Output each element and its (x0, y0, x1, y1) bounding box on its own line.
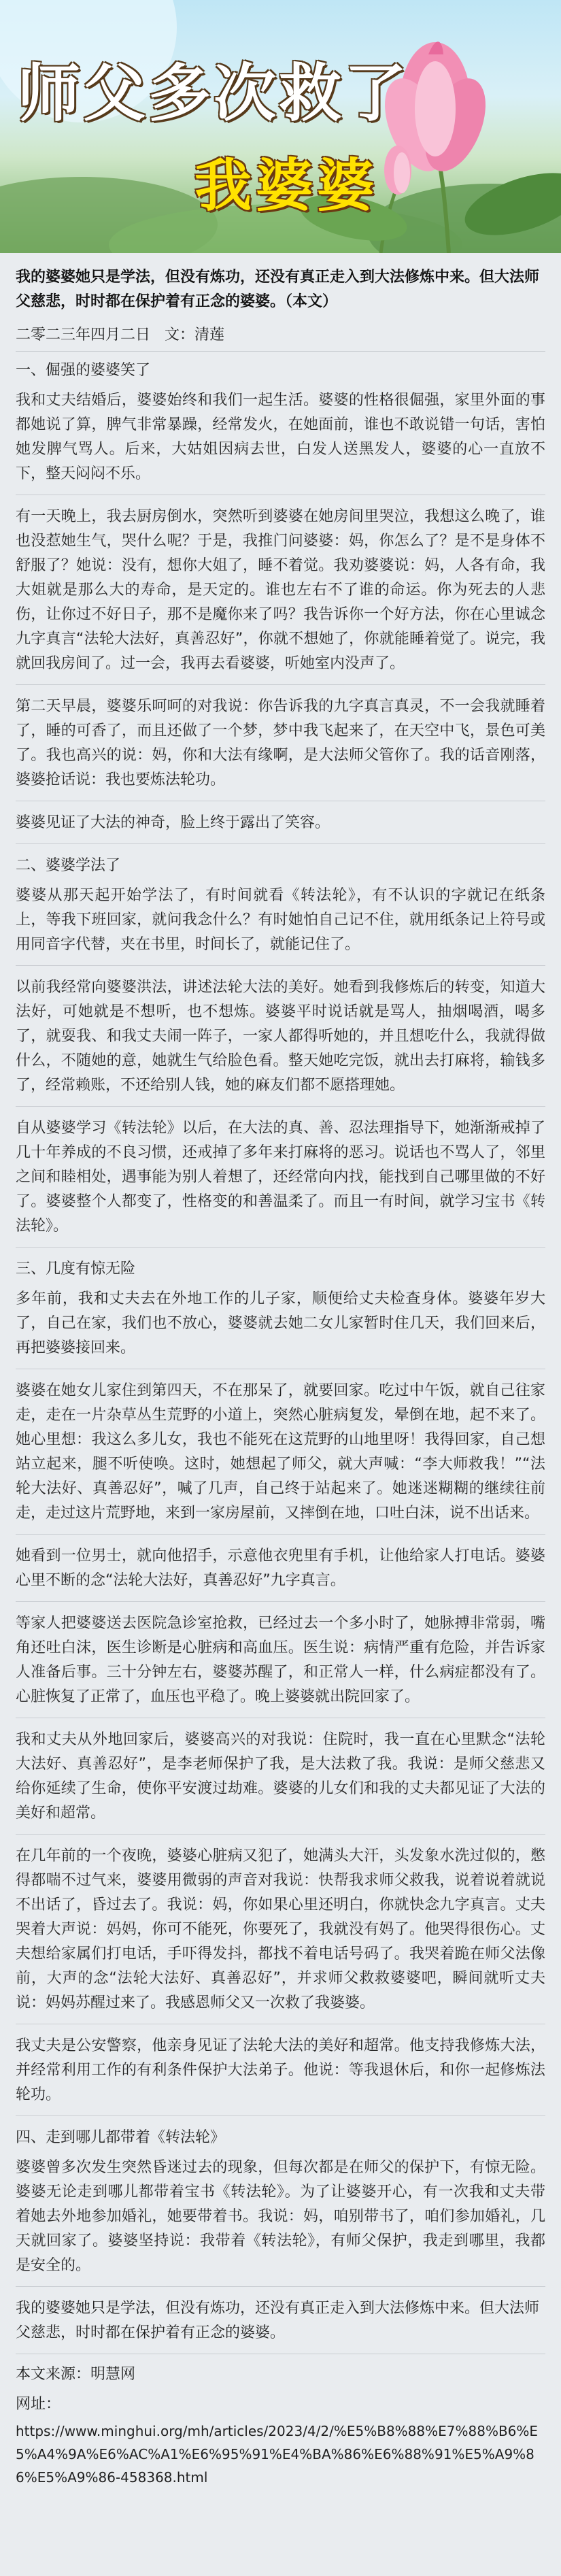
source-url-link[interactable]: https://www.minghui.org/mh/articles/2023/4/2/%E5%B8%88%E7%88%B6%E5%A4%9A%E6%AC%A1%E6%95%91%E4%BA%86%E6%88%91%E5%A9%86%E5%A9%86-458368.html (16, 2423, 539, 2486)
banner-title: 师父多次救了 (18, 57, 410, 130)
paragraph: 多年前，我和丈夫去在外地工作的儿子家，顺便给丈夫检查身体。婆婆年岁大了，自己在家，我们也不放心，婆婆就去她二女儿家暂时住几天，我们回来后，再把婆婆接回来。 (16, 1287, 545, 1369)
url-label: 网址： (16, 2396, 61, 2413)
section-heading: 四、走到哪儿都带着《转法轮》 (16, 2129, 226, 2146)
paragraph: 我和丈夫从外地回家后，婆婆高兴的对我说：住院时，我一直在心里默念“法轮大法好、真善忍好”，是李老师保护了我，是大法救了我。我说：是师父慈悲又给你延续了生命，使你平安渡过劫难。婆婆的儿女们和我的丈夫都见证了大法的美好和超常。 (16, 1728, 545, 1835)
paragraph: 婆婆从那天起开始学法了，有时间就看《转法轮》，有不认识的字就记在纸条上，等我下班回家，就问我念什么？有时她怕自己记不住，就用纸条记上符号或用同音字代替，夹在书里，时间长了，就能记住了。 (16, 884, 545, 966)
paragraph: 婆婆曾多次发生突然昏迷过去的现象，但每次都是在师父的保护下，有惊无险。婆婆无论走到哪儿都带着宝书《转法轮》。为了让婆婆开心，有一次我和丈夫带着她去外地参加婚礼，她要带着书。我说：妈，咱别带书了，咱们参加婚礼，几天就回家了。婆婆坚持说：我带着《转法轮》，有师父保护，我走到哪里，我都是安全的。 (16, 2156, 545, 2287)
banner-subtitle: 我婆婆 (194, 152, 379, 219)
paragraph: 她看到一位男士，就向他招手，示意他衣兜里有手机，让他给家人打电话。婆婆心里不断的念“法轮大法好，真善忍好”九字真言。 (16, 1544, 545, 1602)
paragraph: 以前我经常向婆婆洪法，讲述法轮大法的美好。她看到我修炼后的转变，知道大法好，可她就是不想听，也不想炼。婆婆平时说话就是骂人，抽烟喝酒，喝多了，就耍我、和我丈夫闹一阵子，一家人都得听她的，并且想吃什么，我就得做什么，不随她的意，她就生气给脸色看。整天她吃完饭，就出去打麻将，输钱多了，经常赖账，不还给别人钱，她的麻友们都不愿搭理她。 (16, 975, 545, 1107)
hero-banner (0, 0, 561, 253)
section-heading: 二、婆婆学法了 (16, 857, 121, 874)
publish-date: 二零二三年四月二日 (16, 327, 151, 344)
paragraph: 等家人把婆婆送去医院急诊室抢救，已经过去一个多小时了，她脉搏非常弱，嘴角还吐白沫，医生诊断是心脏病和高血压。医生说：病情严重有危险，并告诉家人准备后事。三十分钟左右，婆婆苏醒了，和正常人一样，什么病症都没有了。心脏恢复了正常了，血压也平稳了。晚上婆婆就出院回家了。 (16, 1611, 545, 1718)
article-meta (16, 324, 545, 352)
paragraph: 我丈夫是公安警察，他亲身见证了法轮大法的美好和超常。他支持我修炼大法，并经常利用工作的有利条件保护大法弟子。他说：等我退休后，和你一起修炼法轮功。 (16, 2034, 545, 2116)
source-label: 本文来源：明慧网 (16, 2366, 136, 2383)
section-heading: 一、倔强的婆婆笑了 (16, 362, 151, 379)
author: 文：清莲 (165, 327, 225, 344)
paragraph: 自从婆婆学习《转法轮》以后，在大法的真、善、忍法理指导下，她渐渐戒掉了几十年养成的不良习惯，还戒掉了多年来打麻将的恶习。说话也不骂人了，邻里之间和睦相处，遇事能为别人着想了，还经常向内找，能找到自己哪里做的不好了。婆婆整个人都变了，性格变的和善温柔了。而且一有时间，就学习宝书《转法轮》。 (16, 1116, 545, 1248)
intro-summary: 我的婆婆她只是学法，但没有炼功，还没有真正走入到大法修炼中来。但大法师父慈悲，时时都在保护着有正念的婆婆。（本文） (16, 269, 540, 310)
paragraph: 婆婆在她女儿家住到第四天，不在那呆了，就要回家。吃过中午饭，就自己往家走，走在一片杂草丛生荒野的小道上，突然心脏病复发，晕倒在地，起不来了。她心里想：我这么多儿女，我也不能死在这荒野的山地里呀！我得回家，自己想站立起来，腿不听使唤。这时，她想起了师父，就大声喊：“李大师救我！”“法轮大法好、真善忍好”，喊了几声，自己终于站起来了。她迷迷糊糊的继续往前走，走过这片荒野地，来到一家房屋前，又摔倒在地，口吐白沫，说不出话来。 (16, 1379, 545, 1535)
paragraph: 我和丈夫结婚后，婆婆始终和我们一起生活。婆婆的性格很倔强，家里外面的事都她说了算，脾气非常暴躁，经常发火，在她面前，谁也不敢说错一句话，害怕她发脾气骂人。后来，大姑姐因病去世，白发人送黑发人，婆婆的心一直放不下，整天闷闷不乐。 (16, 388, 545, 495)
paragraph: 第二天早晨，婆婆乐呵呵的对我说：你告诉我的九字真言真灵，不一会我就睡着了，睡的可香了，而且还做了一个梦，梦中我飞起来了，在天空中飞，景色可美了。我也高兴的说：妈，你和大法有缘啊，是大法师父管你了。我的话音刚落，婆婆抢话说：我也要炼法轮功。 (16, 695, 545, 801)
section-heading: 三、几度有惊无险 (16, 1260, 136, 1277)
article-body (0, 253, 561, 2576)
closing-paragraph: 我的婆婆她只是学法，但没有炼功，还没有真正走入到大法修炼中来。但大法师父慈悲，时时都在保护着有正念的婆婆。 (16, 2296, 545, 2354)
paragraph: 有一天晚上，我去厨房倒水，突然听到婆婆在她房间里哭泣，我想这么晚了，谁也没惹她生气，哭什么呢？于是，我推门问婆婆：妈，你怎么了？是不是身体不舒服了？她说：没有，想你大姐了，睡不着觉。我劝婆婆说：妈，人各有命，我大姐就是那么大的寿命，是天定的。谁也左右不了谁的命运。你为死去的人悲伤，让你过不好日子，那不是魔你来了吗？我告诉你一个好方法，你在心里诚念九字真言“法轮大法好，真善忍好”，你就不想她了，你就能睡着觉了。说完，我就回我房间了。过一会，我再去看婆婆，听她室内没声了。 (16, 505, 545, 685)
paragraph: 婆婆见证了大法的神奇，脸上终于露出了笑容。 (16, 811, 545, 844)
paragraph: 在几年前的一个夜晚，婆婆心脏病又犯了，她满头大汗，头发象水洗过似的，憋得都喘不过气来，婆婆用微弱的声音对我说：快帮我求师父救我，说着说着就说不出话了，昏过去了。我说：妈，你如果心里还明白，你就快念九字真言。丈夫哭着大声说：妈妈，你可不能死，你要死了，我就没有妈了。他哭得很伤心。丈夫想给家属们打电话，手吓得发抖，都找不着电话号码了。我哭着跪在师父法像前，大声的念“法轮大法好、真善忍好”，并求师父救救婆婆吧，瞬间就听丈夫说：妈妈苏醒过来了。我感恩师父又一次救了我婆婆。 (16, 1844, 545, 2024)
